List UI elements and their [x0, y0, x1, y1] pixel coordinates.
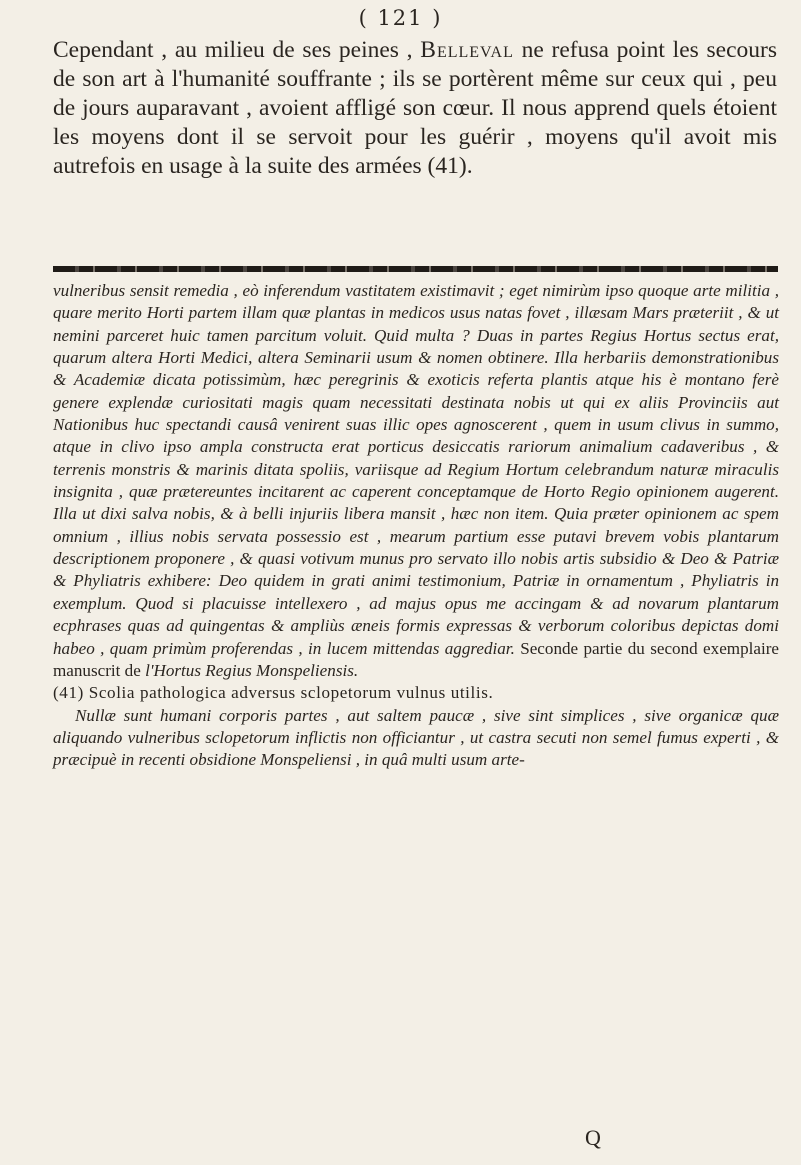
- main-text-part1: Cependant , au milieu de ses peines ,: [53, 37, 421, 63]
- main-text: [53, 36, 777, 181]
- page-number: ( 121 ): [358, 6, 443, 30]
- catchword: Q: [585, 1125, 601, 1150]
- note-paragraph-2: Nullæ sunt humani corporis partes , aut saltem paucæ , sive sint simplices , sive organicæ quæ aliquando vulneribus sclopetorum inflictis non officiantur , ut castra secuti non semel fumus experti , & præcipuè in recenti obsidione Monspeliensi , in quâ multi usum arte-: [53, 705, 779, 770]
- note-source-title: l'Hortus Regius Monspeliensis.: [145, 660, 359, 680]
- note-paragraph-1: [53, 280, 779, 682]
- note-latin-text: vulneribus sensit remedia , eò inferendum vastitatem existimavit ; eget nimirùm ipso quoque arte militia , quare merito Horti partem illam quæ plantas in medicos usus natas fovet , illæsam Mars præteriit , & ut nemini parceret huic tamen parcitum voluit. Quid multa ? Duas in partes Regius Hortus sectus erat, quarum altera Horti Medici, altera Seminarii usum & nomen obtinere. Illa herbariis demonstrationibus & Academiæ dicata potissimùm, hæc peregrinis & exoticis referta plantis atque his è montano ferè genere explendæ curiositati magis quam necessitati destinata nobis ut qui ex aliis Provinciis aut Nationibus huc spectandi causâ venirent suas illic opes agnoscerent , quem in usum clivus in summo, atque in clivo ipso ampla constructa erat porticus desiccatis rariorum animalium cadaveribus , & terrenis monstris & marinis ditata spoliis, variisque ad Regium Hortum celebrandum naturæ miraculis insignita , quæ prætereuntes incitarent ac caperent conceptamque de Horto Regio opinionem augerent. Illa ut dixi salva nobis, & à belli injuriis libera mansit , hæc non item. Quia præter opinionem ac spem omnium , illius nobis servata possessio est , mearum partium esse putavi brevem vobis plantarum descriptionem proponere , & quasi votivum munus pro servato illo nobis artis subsidio & Deo & Patriæ & Phyliatris exhibere: Deo quidem in grati animi testimonium, Patriæ in ornamentum , Phyliatris in exemplum. Quod si placuisse intellexero , ad majus opus me accingam & ad novarum plantarum ecphrases quas ad quingentas & ampliùs æneis formis expressas & verborum coloribus depictas domi habeo , quam primùm proferendas , in lucem mittendas aggrediar.: [53, 281, 779, 658]
- ornamental-divider: [53, 266, 778, 272]
- author-name: Belleval: [420, 37, 514, 63]
- latin-note: [53, 280, 779, 772]
- main-paragraph: [53, 36, 777, 181]
- note-source-text: Seconde partie du second exemplaire manuscrit de: [53, 638, 779, 680]
- main-text-part2: ne refusa point les secours de son art à l'humanité souffrante ; ils se portèrent même sur ceux qui , peu de jours auparavant , avoient affligé son cœur. Il nous apprend quels étoient les moyens dont il se servoit pour les guérir , moyens qu'il avoit mis autrefois en usage à la suite des armées (41).: [53, 37, 777, 179]
- note-heading: (41) Scolia pathologica adversus sclopetorum vulnus utilis.: [53, 683, 494, 703]
